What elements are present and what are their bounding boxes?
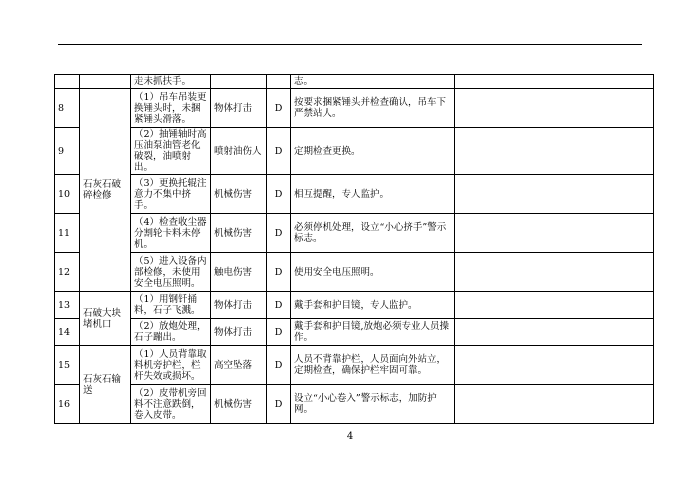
row-number: 14: [55, 319, 80, 346]
row-number: 15: [55, 346, 80, 385]
control-measure: 人员不背靠护栏，人员面向外站立，定期检查，确保护栏牢固可靠。: [291, 346, 455, 385]
row-number: 10: [55, 175, 80, 214]
risk-level: D: [267, 319, 291, 346]
row-number: 9: [55, 128, 80, 175]
risk-level: D: [267, 214, 291, 253]
row-number: 8: [55, 89, 80, 128]
work-area: 石破大块堵机口: [80, 292, 131, 346]
risk-level: D: [267, 346, 291, 385]
risk-table: [54, 74, 654, 424]
hazard-description: （1）吊车吊装更换锤头时，未捆紧锤头滑落。: [131, 89, 211, 128]
table-row: [55, 385, 654, 424]
remark: [455, 89, 654, 128]
control-measure: 戴手套和护目镜,放炮必须专业人员操作。: [291, 319, 455, 346]
row-number: [55, 75, 80, 89]
accident-type: 机械伤害: [211, 175, 267, 214]
accident-type: 物体打击: [211, 292, 267, 319]
work-area: 石灰石破碎检修: [80, 89, 131, 292]
control-measure: 志。: [291, 75, 455, 89]
row-number: 16: [55, 385, 80, 424]
risk-level: D: [267, 128, 291, 175]
table-row: [55, 292, 654, 319]
table-row: [55, 214, 654, 253]
risk-level: [267, 75, 291, 89]
remark: [455, 346, 654, 385]
work-area: [80, 75, 131, 89]
remark: [455, 214, 654, 253]
table-row: [55, 253, 654, 292]
row-number: 13: [55, 292, 80, 319]
accident-type: 喷射油伤人: [211, 128, 267, 175]
risk-level: D: [267, 292, 291, 319]
hazard-description: （2）放炮处理，石子蹦出。: [131, 319, 211, 346]
risk-level: D: [267, 175, 291, 214]
remark: [455, 75, 654, 89]
accident-type: 触电伤害: [211, 253, 267, 292]
row-number: 12: [55, 253, 80, 292]
table-row: [55, 75, 654, 89]
control-measure: 必须停机处理，设立“小心挤手”警示标志。: [291, 214, 455, 253]
hazard-description: （2）皮带机旁回料不注意跌倒，卷入皮带。: [131, 385, 211, 424]
work-area: 石灰石输送: [80, 346, 131, 424]
table-row: [55, 89, 654, 128]
hazard-description: （5）进入设备内部检修，未使用安全电压照明。: [131, 253, 211, 292]
accident-type: [211, 75, 267, 89]
control-measure: 戴手套和护目镜，专人监护。: [291, 292, 455, 319]
accident-type: 机械伤害: [211, 385, 267, 424]
risk-level: D: [267, 89, 291, 128]
remark: [455, 385, 654, 424]
risk-level: D: [267, 385, 291, 424]
remark: [455, 319, 654, 346]
accident-type: 物体打击: [211, 319, 267, 346]
control-measure: 按要求捆紧锤头并检查确认，吊车下严禁站人。: [291, 89, 455, 128]
accident-type: 机械伤害: [211, 214, 267, 253]
table-row: [55, 346, 654, 385]
hazard-description: 走未抓扶手。: [131, 75, 211, 89]
control-measure: 相互提醒，专人监护。: [291, 175, 455, 214]
accident-type: 高空坠落: [211, 346, 267, 385]
table-row: [55, 128, 654, 175]
control-measure: 定期检查更换。: [291, 128, 455, 175]
header-rule: [58, 44, 642, 45]
remark: [455, 292, 654, 319]
row-number: 11: [55, 214, 80, 253]
table-row: [55, 175, 654, 214]
hazard-description: （3）更换托辊注意力不集中挤手。: [131, 175, 211, 214]
remark: [455, 253, 654, 292]
remark: [455, 128, 654, 175]
page-number: 4: [346, 431, 354, 442]
control-measure: 设立“小心卷入”警示标志，加防护网。: [291, 385, 455, 424]
remark: [455, 175, 654, 214]
hazard-description: （1）人员背靠取料机旁护栏，栏杆失效或损坏。: [131, 346, 211, 385]
hazard-description: （1）用钢钎捅料，石子飞溅。: [131, 292, 211, 319]
hazard-description: （4）检查收尘器分割轮卡料未停机。: [131, 214, 211, 253]
risk-level: D: [267, 253, 291, 292]
accident-type: 物体打击: [211, 89, 267, 128]
table-row: [55, 319, 654, 346]
control-measure: 使用安全电压照明。: [291, 253, 455, 292]
hazard-description: （2）抽锤轴时高压油泵油管老化破裂，油喷射出。: [131, 128, 211, 175]
